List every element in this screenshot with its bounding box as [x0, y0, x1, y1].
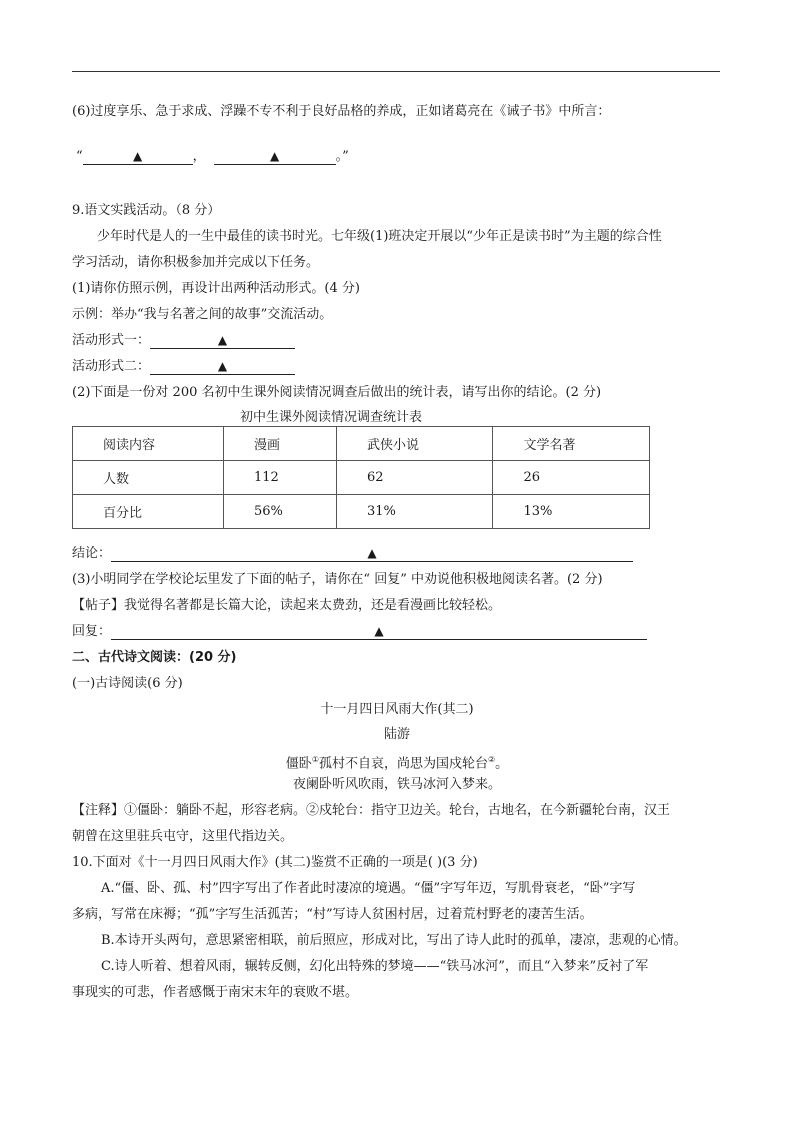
- section-2-sub: (一)古诗阅读(6 分): [72, 676, 183, 691]
- table-cell: 112: [224, 461, 337, 495]
- answer-blank-1[interactable]: [83, 149, 193, 165]
- top-rule: [72, 71, 720, 72]
- question-8-6-text: (6)过度享乐、急于求成、浮躁不专不利于良好品格的养成，正如诸葛亮在《诫子书》中所言：: [72, 104, 611, 119]
- activity-form-2: [72, 358, 295, 376]
- activity-form-1-blank[interactable]: [150, 333, 295, 349]
- table-row: [73, 461, 650, 495]
- question-9-part-1: (1)请你仿照示例，再设计出两种活动形式。(4 分): [72, 281, 360, 296]
- table-cell: 漫画: [224, 427, 337, 461]
- table-cell: 武侠小说: [336, 427, 493, 461]
- conclusion-line: [72, 545, 633, 563]
- table-cell: 56%: [224, 495, 337, 529]
- question-10-stem: 10.下面对《十一月四日风雨大作》(其二)鉴赏不正确的一项是( )(3 分): [72, 855, 478, 870]
- reply-line: [72, 623, 647, 641]
- section-2-heading: 二、古代诗文阅读：(20 分): [72, 650, 237, 665]
- open-quote: “: [76, 149, 83, 164]
- answer-blank-2[interactable]: [214, 149, 336, 165]
- triangle-marker-icon: ▲: [217, 359, 228, 373]
- poem-text: 。: [495, 756, 509, 772]
- reading-survey-table: [72, 426, 650, 529]
- option-c-line-1: C.诗人听着、想着风雨，辗转反侧，幻化出特殊的梦境——“铁马冰河”，而且“入梦来”反衬了军: [101, 959, 649, 974]
- activity-form-1: [72, 332, 295, 350]
- question-9-part-3: (3)小明同学在学校论坛里发了下面的帖子，请你在“ 回复” 中劝说他积极地阅读名著。(2 分): [72, 572, 603, 587]
- option-a-line-2: 多病，写常在床褥；“孤”字写生活孤苦；“村”写诗人贫困村居，过着荒村野老的凄苦生活。: [72, 907, 593, 922]
- poem-note-2: 朝曾在这里驻兵屯守，这里代指边关。: [72, 829, 294, 844]
- table-row: [73, 427, 650, 461]
- poem-line-1: [0, 751, 794, 773]
- activity-form-2-blank[interactable]: [150, 359, 295, 375]
- triangle-marker-icon: ▲: [367, 546, 377, 560]
- question-8-6-answer-line: [76, 148, 349, 166]
- table-cell: 人数: [73, 461, 224, 495]
- table-cell: 阅读内容: [73, 427, 224, 461]
- poem-author: 陆游: [383, 727, 410, 742]
- close-quote: 。”: [335, 149, 349, 164]
- table-cell: 26: [493, 461, 650, 495]
- question-9-intro-2: 学习活动，请你积极参加并完成以下任务。: [72, 255, 320, 270]
- triangle-marker-icon: ▲: [133, 149, 143, 163]
- footnote-mark: ②: [488, 755, 496, 764]
- reply-blank[interactable]: [111, 624, 647, 640]
- triangle-marker-icon: ▲: [374, 624, 384, 638]
- table-row: [73, 495, 650, 529]
- table-cell: 31%: [336, 495, 493, 529]
- question-9-part-2: (2)下面是一份对 200 名初中生课外阅读情况调查后做出的统计表，请写出你的结论。(2 分): [72, 385, 602, 400]
- conclusion-label: 结论：: [72, 546, 112, 561]
- option-c-line-2: 事现实的可悲，作者感慨于南宋末年的衰败不堪。: [72, 985, 359, 1000]
- activity-form-2-label: 活动形式二：: [72, 359, 151, 374]
- option-a-line-1: A.“僵、卧、孤、村”四字写出了作者此时凄凉的境遇。“僵”字写年迈，写肌骨衰老，“卧”字写: [101, 881, 636, 896]
- triangle-marker-icon: ▲: [270, 149, 280, 163]
- poem-text: 僵卧: [285, 756, 312, 772]
- table-cell: 62: [336, 461, 493, 495]
- activity-form-1-label: 活动形式一：: [72, 333, 151, 348]
- comma: ，: [192, 149, 206, 164]
- question-9-example: 示例：举办“我与名著之间的故事”交流活动。: [72, 307, 333, 322]
- option-b-line-1: B.本诗开头两句，意思紧密相联，前后照应，形成对比，写出了诗人此时的孤单，凄凉，悲观的心情。: [101, 933, 687, 948]
- footnote-mark: ①: [311, 755, 319, 764]
- question-9-intro-1: 少年时代是人的一生中最佳的读书时光。七年级(1)班决定开展以“少年正是读书时”为主题的综合性: [97, 229, 662, 244]
- poem-note-1: 【注释】①僵卧：躺卧不起，形容老病。②戍轮台：指守卫边关。轮台，古地名，在今新疆轮台南，汉王: [72, 803, 671, 818]
- table-title: 初中生课外阅读情况调查统计表: [240, 410, 423, 425]
- poem-line-2: 夜阑卧听风吹雨，铁马冰河入梦来。: [292, 777, 501, 792]
- reply-label: 回复：: [72, 624, 112, 639]
- triangle-marker-icon: ▲: [217, 333, 228, 347]
- conclusion-blank[interactable]: [111, 546, 633, 562]
- table-cell: 13%: [493, 495, 650, 529]
- forum-post: 【帖子】我觉得名著都是长篇大论，读起来太费劲，还是看漫画比较轻松。: [72, 598, 502, 613]
- poem-text: 孤村不自哀，尚思为国戍轮台: [318, 756, 488, 772]
- poem-title: 十一月四日风雨大作(其二): [320, 702, 474, 717]
- table-cell: 百分比: [73, 495, 224, 529]
- table-cell: 文学名著: [493, 427, 650, 461]
- question-9-title: 9.语文实践活动。（8 分）: [72, 203, 221, 218]
